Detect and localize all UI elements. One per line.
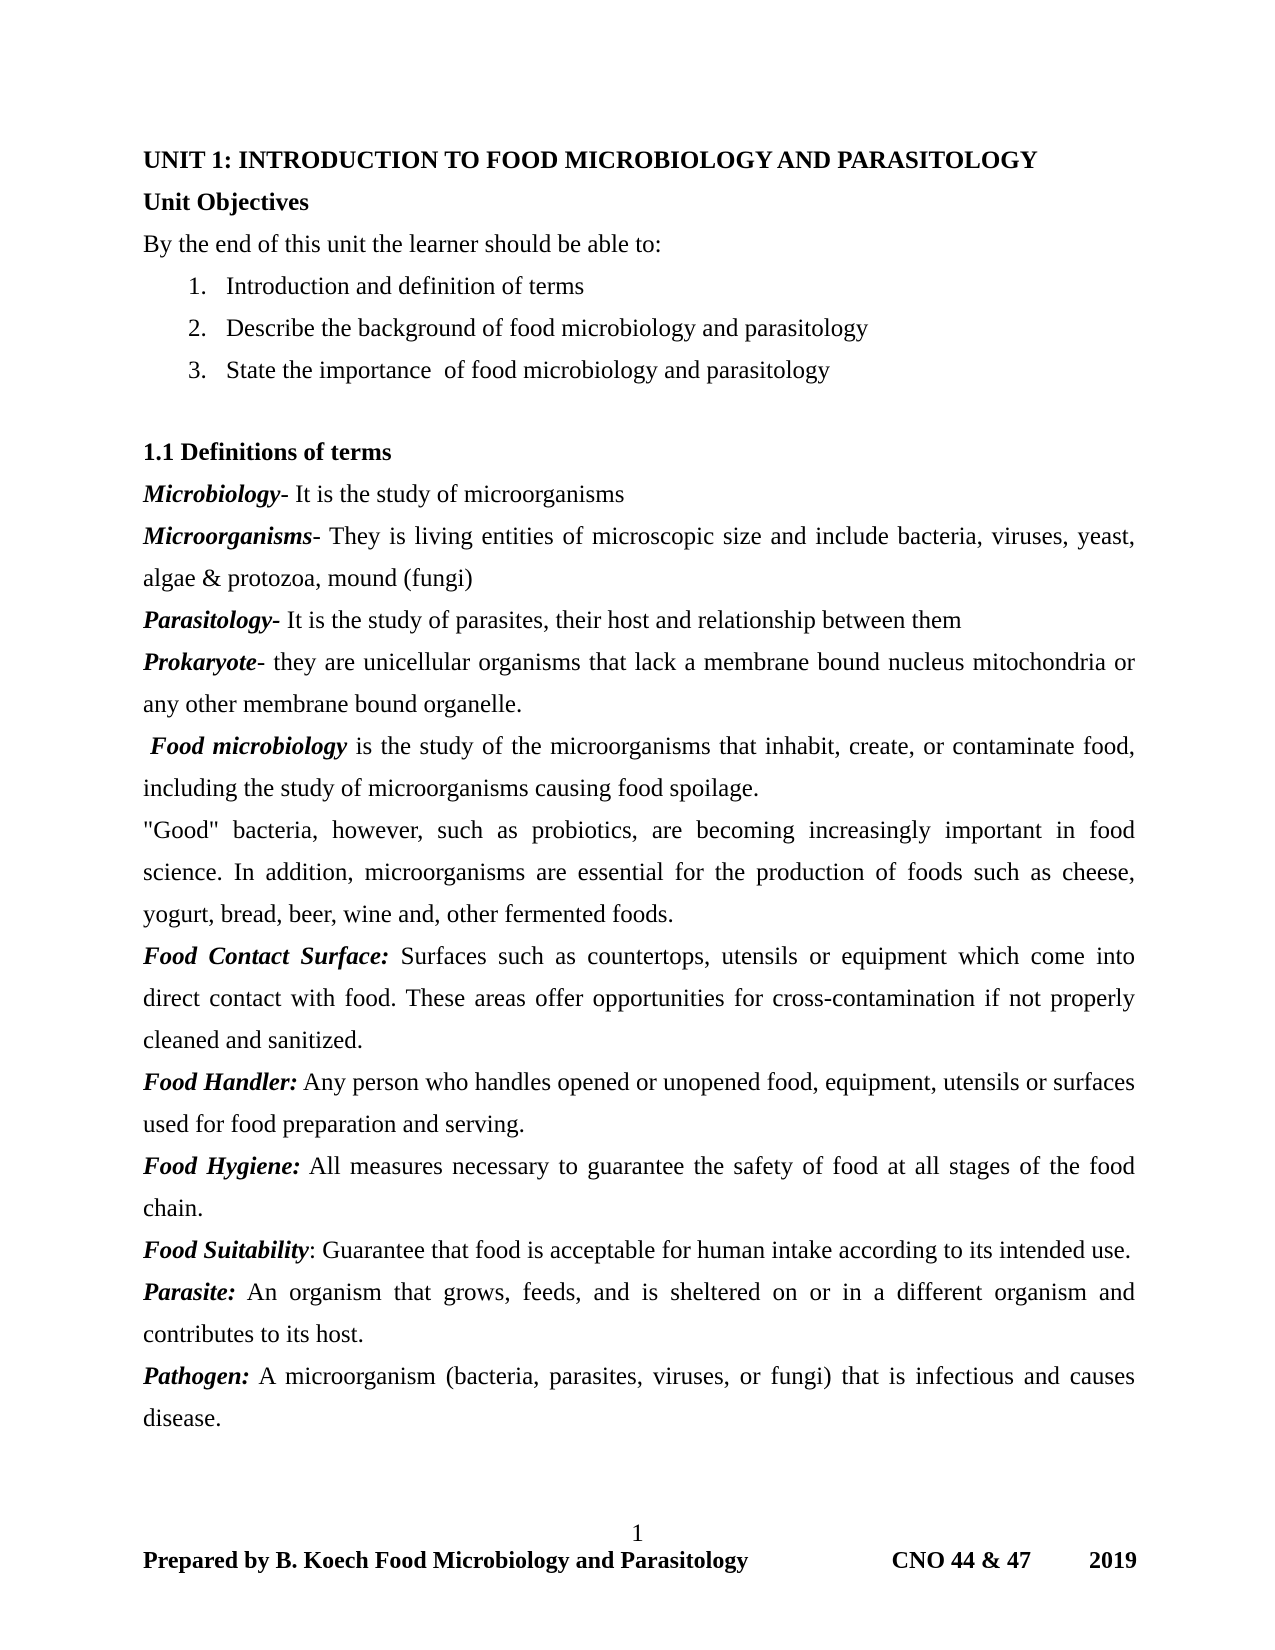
definition-text: is the study of the microorganisms that inhabit, create, or contaminate food, including the study of microorganisms causing food spoilage. [143,733,1135,802]
definition-term: Parasite: [143,1279,237,1306]
objective-text: Describe the background of food microbiology and parasitology [226,315,869,342]
objective-number: 2. [188,315,207,342]
definition-term: Microorganisms [143,523,313,550]
objectives-heading: Unit Objectives [143,189,309,216]
definition-parasite [143,1272,1135,1356]
objective-text: State the importance of food microbiology and parasitology [226,357,831,384]
definition-term: Food Hygiene: [143,1153,301,1180]
section-heading: 1.1 Definitions of terms [143,439,392,466]
definition-term: Food Handler: [143,1069,298,1096]
definition-microorganisms [143,516,1135,600]
definition-term: Microbiology [143,481,281,508]
page-number: 1 [631,1520,644,1547]
objective-item [143,350,1135,392]
definition-text: Any person who handles opened or unopened food, equipment, utensils or surfaces used for food preparation and serving. [143,1069,1135,1138]
definition-text: An organism that grows, feeds, and is sheltered on or in a different organism and contributes to its host. [143,1279,1135,1348]
definition-food-suitability [143,1230,1135,1272]
footer-prepared-by: Prepared by B. Koech Food Microbiology and Parasitology [143,1548,749,1574]
definition-text: - they are unicellular organisms that lack a membrane bound nucleus mitochondria or any other membrane bound organelle. [143,649,1135,718]
definition-text: - They is living entities of microscopic size and include bacteria, viruses, yeast, algae & protozoa, mound (fungi) [143,523,1135,592]
definition-text: It is the study of parasites, their host and relationship between them [280,607,962,634]
definition-text: - It is the study of microorganisms [280,481,625,508]
definition-food-microbiology [143,726,1135,810]
objectives-intro: By the end of this unit the learner should be able to: [143,231,662,258]
definition-text: "Good" bacteria, however, such as probiotics, are becoming increasingly important in food science. In addition, microorganisms are essential for the production of foods such as cheese, yogurt, bread, beer, wine and, other fermented foods. [143,817,1135,928]
objective-number: 1. [188,273,207,300]
footer-cno: CNO 44 & 47 [891,1548,1031,1574]
objective-item [143,266,1135,308]
paragraph-good-bacteria [143,810,1135,936]
section-gap [143,392,1135,432]
objective-text: Introduction and definition of terms [226,273,585,300]
definition-food-hygiene [143,1146,1135,1230]
document-body [143,140,1135,1440]
definition-food-handler [143,1062,1135,1146]
definition-text: Surfaces such as countertops, utensils or equipment which come into direct contact with food. These areas offer opportunities for cross-contamination if not properly cleaned and sanitized. [143,943,1136,1054]
definition-text: : Guarantee that food is acceptable for human intake according to its intended use. [309,1237,1131,1264]
unit-title: UNIT 1: INTRODUCTION TO FOOD MICROBIOLOGY AND PARASITOLOGY [143,147,1038,174]
definition-term: Prokaryote [143,649,257,676]
definition-text: A microorganism (bacteria, parasites, viruses, or fungi) that is infectious and causes disease. [143,1363,1135,1432]
definition-food-contact-surface [143,936,1135,1062]
definition-term: Food Contact Surface: [143,943,390,970]
definition-prokaryote [143,642,1135,726]
objective-item [143,308,1135,350]
footer-year: 2019 [1089,1548,1137,1574]
page-footer [143,1544,1137,1578]
definition-text: All measures necessary to guarantee the safety of food at all stages of the food chain. [143,1153,1135,1222]
objective-number: 3. [188,357,207,384]
definition-term: Parasitology- [143,607,281,634]
definition-term: Pathogen: [143,1363,250,1390]
definition-term: Food Suitability [143,1237,310,1264]
definition-pathogen [143,1356,1135,1440]
definition-parasitology [143,600,1135,642]
definition-microbiology [143,474,1135,516]
definition-term: Food microbiology [150,733,348,760]
